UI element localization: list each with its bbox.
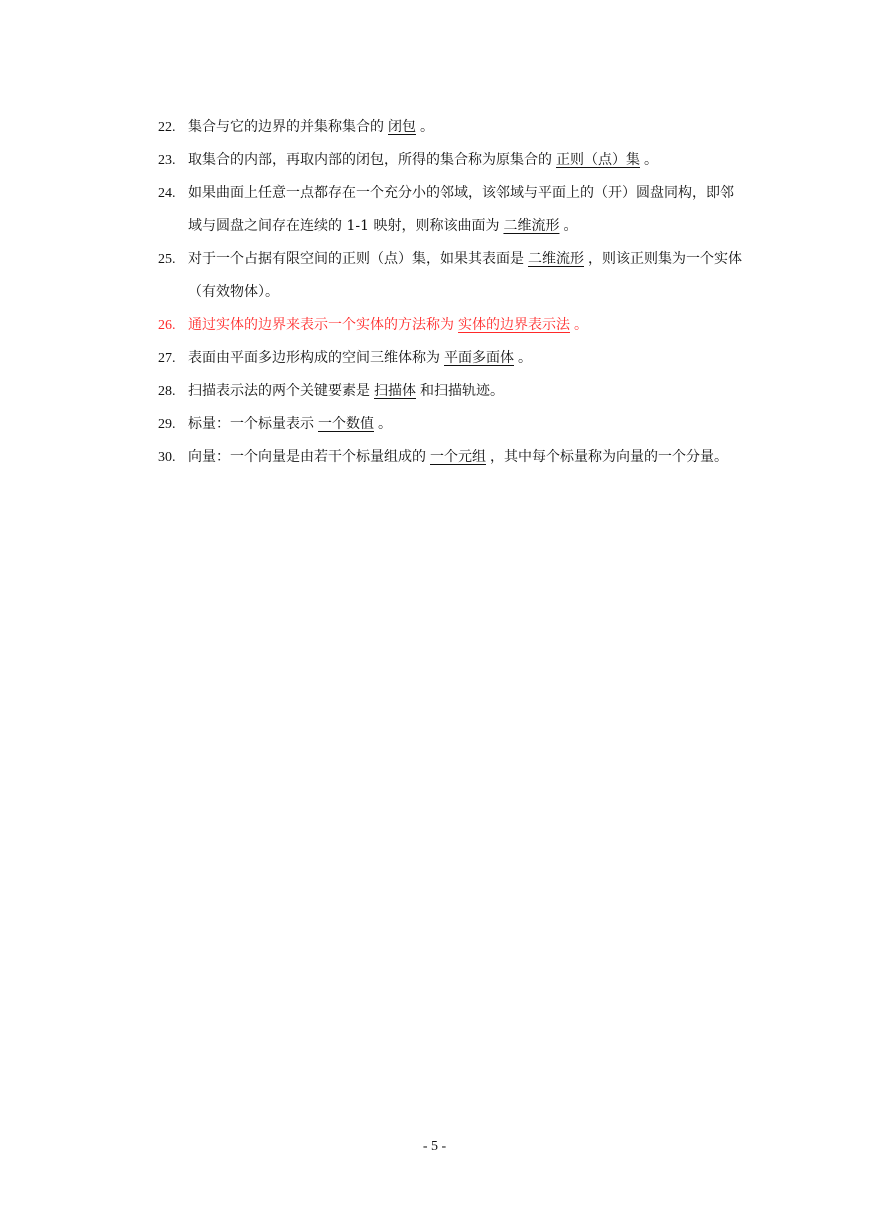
question-item-22 bbox=[158, 111, 743, 144]
answer-blank: 实体的边界表示法 bbox=[458, 317, 570, 333]
question-after-text: 。 bbox=[378, 416, 392, 432]
answer-blank: 一个数值 bbox=[318, 416, 374, 432]
question-item-23 bbox=[158, 144, 743, 177]
question-item-27 bbox=[158, 342, 743, 375]
answer-blank: 一个元组 bbox=[430, 449, 486, 465]
answer-blank: 二维流形 bbox=[503, 218, 560, 234]
question-before-text: 如果曲面上任意一点都存在一个充分小的邻域，该邻域与平面上的（开）圆盘同构，即邻域与圆盘之间存在连续的 1-1 映射，则称该曲面为 bbox=[188, 185, 734, 234]
question-number: 22. bbox=[158, 120, 176, 135]
question-after-text: 。 bbox=[644, 152, 658, 168]
answer-blank: 闭包 bbox=[388, 119, 416, 135]
question-before-text: 通过实体的边界来表示一个实体的方法称为 bbox=[188, 317, 454, 333]
question-text bbox=[188, 375, 743, 408]
question-after-text: 。 bbox=[420, 119, 434, 135]
question-before-text: 标量：一个标量表示 bbox=[188, 416, 314, 432]
question-number: 26. bbox=[158, 318, 176, 333]
question-before-text: 表面由平面多边形构成的空间三维体称为 bbox=[188, 350, 440, 366]
question-after-text: 。 bbox=[563, 218, 578, 234]
question-text bbox=[188, 144, 743, 177]
question-text bbox=[188, 441, 743, 474]
question-list bbox=[158, 111, 743, 474]
question-before-text: 扫描表示法的两个关键要素是 bbox=[188, 383, 370, 399]
question-text bbox=[188, 243, 743, 309]
question-number: 23. bbox=[158, 153, 176, 168]
question-after-text: ，则该正则集为一个实体（有效物体）。 bbox=[188, 251, 742, 300]
question-item-28 bbox=[158, 375, 743, 408]
question-item-30 bbox=[158, 441, 743, 474]
answer-blank: 扫描体 bbox=[374, 383, 416, 399]
question-number: 28. bbox=[158, 384, 176, 399]
question-before-text: 对于一个占据有限空间的正则（点）集，如果其表面是 bbox=[188, 251, 524, 267]
question-text bbox=[188, 408, 743, 441]
question-item-25 bbox=[158, 243, 743, 309]
question-number: 25. bbox=[158, 252, 176, 267]
question-text bbox=[188, 342, 743, 375]
question-before-text: 取集合的内部，再取内部的闭包，所得的集合称为原集合的 bbox=[188, 152, 552, 168]
question-after-text: 。 bbox=[518, 350, 532, 366]
question-after-text: 和扫描轨迹。 bbox=[420, 383, 504, 399]
question-text bbox=[188, 111, 743, 144]
answer-blank: 二维流形 bbox=[528, 251, 584, 267]
question-number: 29. bbox=[158, 417, 176, 432]
answer-blank: 平面多面体 bbox=[444, 350, 514, 366]
question-number: 24. bbox=[158, 186, 176, 201]
page-number: - 5 - bbox=[422, 1139, 447, 1154]
question-text bbox=[188, 177, 743, 243]
question-item-29 bbox=[158, 408, 743, 441]
question-before-text: 向量：一个向量是由若干个标量组成的 bbox=[188, 449, 426, 465]
question-number: 27. bbox=[158, 351, 176, 366]
answer-blank: 正则（点）集 bbox=[556, 152, 640, 168]
question-text bbox=[188, 309, 743, 342]
question-number: 30. bbox=[158, 450, 176, 465]
question-item-24 bbox=[158, 177, 743, 243]
question-before-text: 集合与它的边界的并集称集合的 bbox=[188, 119, 384, 135]
question-after-text: ，其中每个标量称为向量的一个分量。 bbox=[490, 449, 728, 465]
question-after-text: 。 bbox=[574, 317, 588, 333]
question-item-26 bbox=[158, 309, 743, 342]
